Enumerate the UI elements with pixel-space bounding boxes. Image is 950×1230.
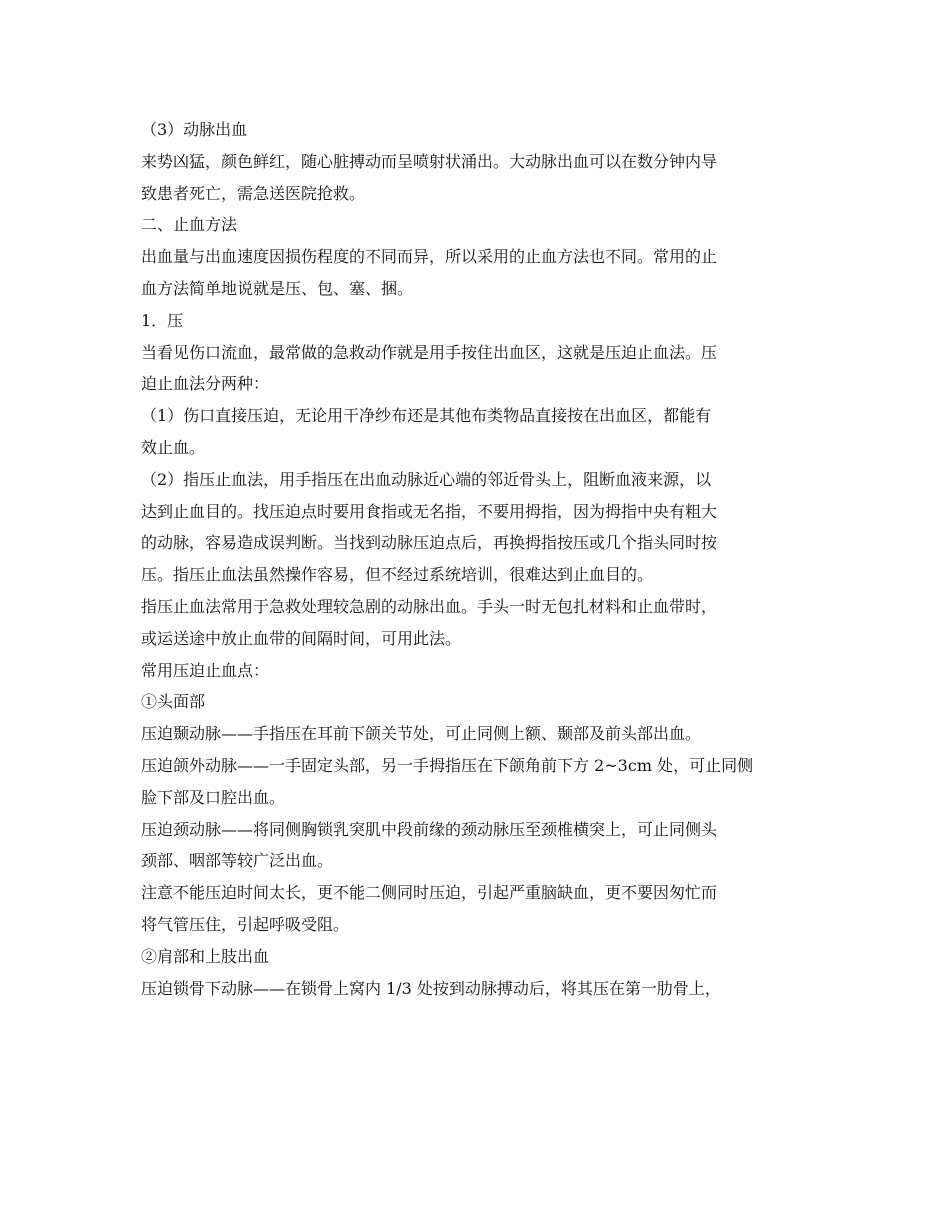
subheading-press: 1．压 xyxy=(141,310,184,330)
list-item-finger-pressure: （2）指压止血法，用手指压在出血动脉近心端的邻近骨头上，阻断血液来源，以 xyxy=(141,469,712,489)
paragraph-line: 血方法简单地说就是压、包、塞、捆。 xyxy=(141,278,414,298)
paragraph-line: 压迫锁骨下动脉——在锁骨上窝内 1/3 处按到动脉搏动后，将其压在第一肋骨上， xyxy=(141,978,721,998)
list-item-direct-pressure: （1）伤口直接压迫，无论用干净纱布还是其他布类物品直接按在出血区，都能有 xyxy=(141,406,712,426)
paragraph-line: 出血量与出血速度因损伤程度的不同而异，所以采用的止血方法也不同。常用的止 xyxy=(141,247,718,267)
paragraph-line: 将气管压住，引起呼吸受阻。 xyxy=(141,914,350,934)
paragraph-line: 迫止血法分两种： xyxy=(141,374,270,394)
paragraph-line: 压。指压止血法虽然操作容易，但不经过系统培训，很难达到止血目的。 xyxy=(141,565,654,585)
paragraph-line: 颈部、咽部等较广泛出血。 xyxy=(141,851,334,871)
paragraph-line: 指压止血法常用于急救处理较急剧的动脉出血。手头一时无包扎材料和止血带时， xyxy=(141,596,718,616)
paragraph-line: 脸下部及口腔出血。 xyxy=(141,787,286,807)
paragraph-line: 压迫颞动脉——手指压在耳前下颌关节处，可止同侧上额、颞部及前头部出血。 xyxy=(141,724,702,744)
heading-arterial-bleeding: （3）动脉出血 xyxy=(141,120,248,139)
section-heading-hemostasis-methods: 二、止血方法 xyxy=(141,215,238,235)
subheading-head-face: ①头面部 xyxy=(141,692,206,712)
paragraph-line: 的动脉，容易造成误判断。当找到动脉压迫点后，再换拇指按压或几个指头同时按 xyxy=(141,533,718,553)
paragraph-line: 致患者死亡，需急送医院抢救。 xyxy=(141,183,366,203)
paragraph-line: 来势凶猛，颜色鲜红，随心脏搏动而呈喷射状涌出。大动脉出血可以在数分钟内导 xyxy=(141,151,718,171)
paragraph-line: 达到止血目的。找压迫点时要用食指或无名指，不要用拇指，因为拇指中央有粗大 xyxy=(141,501,718,521)
paragraph-line: 压迫颌外动脉——一手固定头部，另一手拇指压在下颌角前下方 2~3cm 处，可止同侧 xyxy=(141,755,754,775)
paragraph-line: 效止血。 xyxy=(141,437,206,457)
paragraph-line: 注意不能压迫时间太长，更不能二侧同时压迫，引起严重脑缺血，更不要因匆忙而 xyxy=(141,883,718,903)
paragraph-line: 或运送途中放止血带的间隔时间，可用此法。 xyxy=(141,628,462,648)
paragraph-line: 常用压迫止血点： xyxy=(141,660,270,680)
document-body xyxy=(141,114,821,1004)
subheading-shoulder-upper-limb: ②肩部和上肢出血 xyxy=(141,946,270,966)
paragraph-line: 当看见伤口流血，最常做的急救动作就是用手按住出血区，这就是压迫止血法。压 xyxy=(141,342,718,362)
paragraph-line: 压迫颈动脉——将同侧胸锁乳突肌中段前缘的颈动脉压至颈椎横突上，可止同侧头 xyxy=(141,819,718,839)
